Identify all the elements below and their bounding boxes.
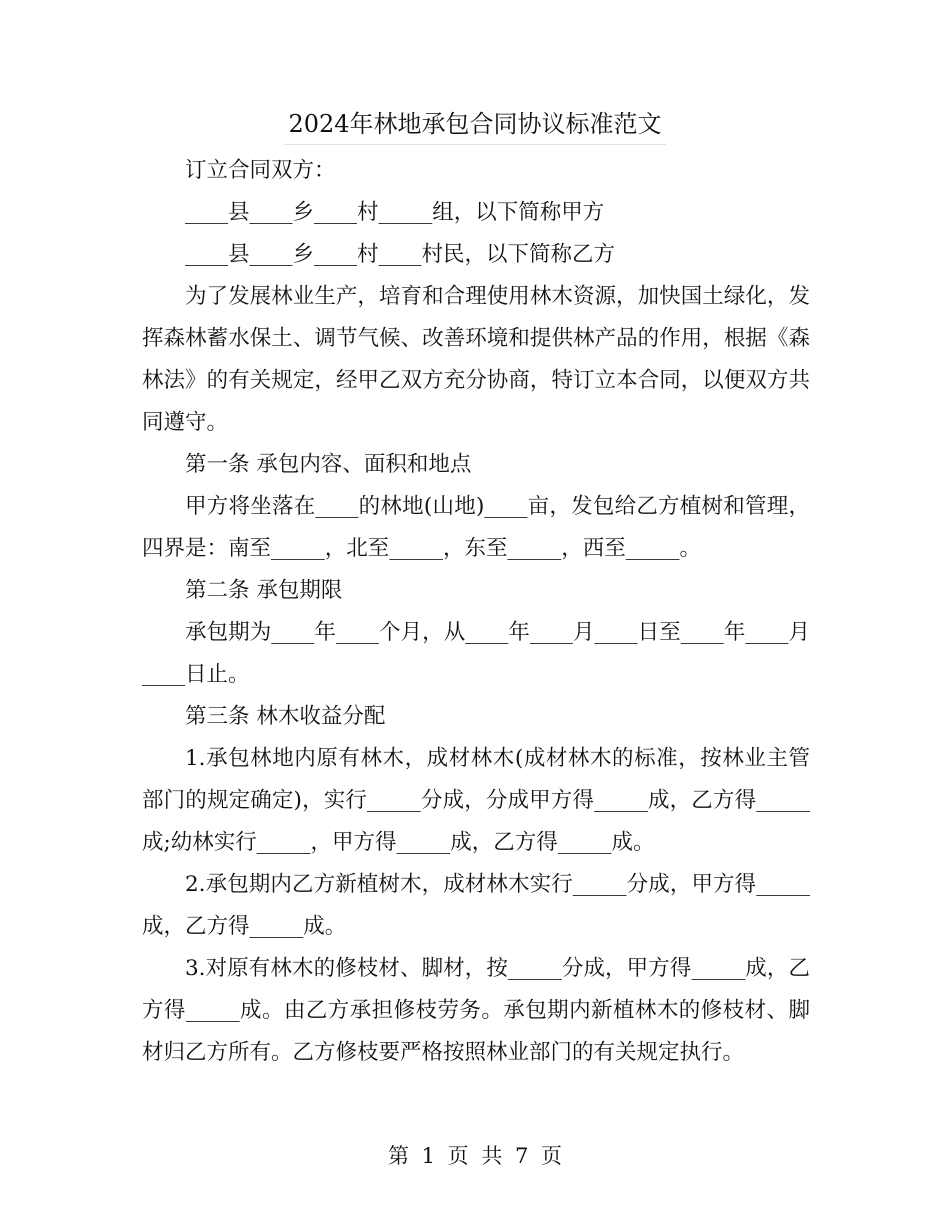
document-title-block	[0, 104, 950, 145]
article-3-clause-3: 3.对原有林木的修枝材、脚材，按_____分成，甲方得_____成，乙方得_____成。由乙方承担修枝劳务。承包期内新植林木的修枝材、脚材归乙方所有。乙方修枝要严格按照林业部门的有关规定执行。	[142, 956, 810, 1065]
paragraph-preamble: 为了发展林业生产，培育和合理使用林木资源，加快国土绿化，发挥森林蓄水保土、调节气候、改善环境和提供林产品的作用，根据《森林法》的有关规定，经甲乙双方充分协商，特订立本合同，以便双方共同遵守。	[142, 284, 810, 435]
paragraph-parties-heading: 订立合同双方：	[185, 158, 336, 183]
article-1-body: 甲方将坐落在____的林地(山地)____亩，发包给乙方植树和管理，四界是：南至_____，北至_____，东至_____，西至_____。	[142, 494, 810, 561]
article-3-clause-2: 2.承包期内乙方新植树木，成材林木实行_____分成，甲方得_____成，乙方得_____成。	[142, 872, 810, 939]
page-number: 第 1 页 共 7 页	[387, 1144, 563, 1168]
page-footer	[0, 1138, 950, 1174]
paragraph-party-a: ____县____乡____村_____组，以下简称甲方	[185, 200, 605, 225]
article-2-heading: 第二条 承包期限	[185, 578, 343, 603]
paragraph-party-b: ____县____乡____村____村民，以下简称乙方	[185, 242, 616, 267]
article-1-heading: 第一条 承包内容、面积和地点	[185, 452, 472, 477]
article-3-clause-1: 1.承包林地内原有林木，成材林木(成材林木的标准，按林业主管部门的规定确定)，实行_____分成，分成甲方得_____成，乙方得_____成;幼林实行_____，甲方得_____成，乙方得_____成。	[142, 746, 810, 855]
document-title: 2024年林地承包合同协议标准范文	[284, 104, 665, 145]
article-3-heading: 第三条 林木收益分配	[185, 704, 386, 729]
document-body	[142, 150, 810, 1074]
article-2-body: 承包期为____年____个月，从____年____月____日至____年____月____日止。	[142, 620, 810, 687]
